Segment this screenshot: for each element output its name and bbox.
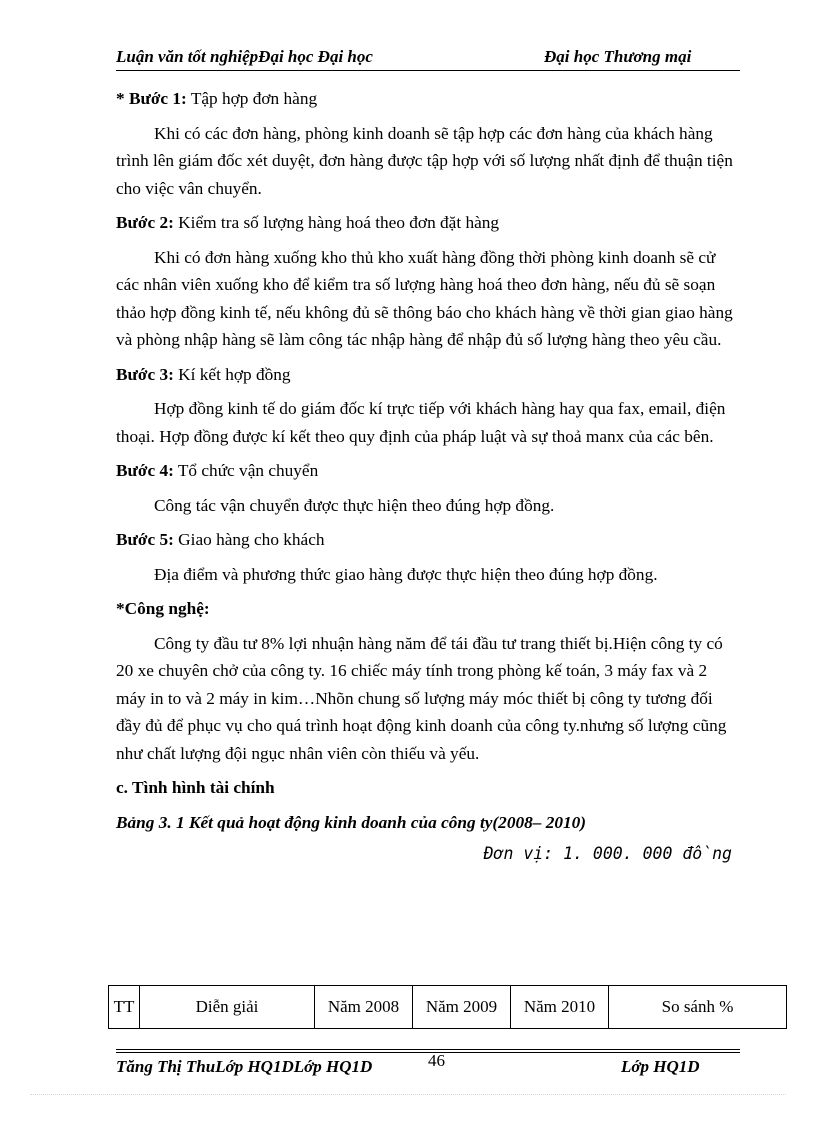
table-header-cell: Năm 2008 <box>315 986 413 1029</box>
page-footer <box>116 1049 740 1075</box>
table-header-cell: Năm 2009 <box>413 986 511 1029</box>
step5-paragraph: Địa điểm và phương thức giao hàng được thực hiện theo đúng hợp đồng. <box>154 564 658 584</box>
step3-heading <box>116 361 736 389</box>
document-body <box>116 85 736 868</box>
step1-title: Tập hợp đơn hàng <box>186 89 318 108</box>
footer-right-text: Lớp HQ1D <box>621 1057 700 1076</box>
step1-label: * Bước 1: <box>116 89 187 108</box>
step5-label: Bước 5: <box>116 530 174 549</box>
footer-rule-top <box>116 1049 740 1050</box>
page-number: 46 <box>428 1051 445 1070</box>
step1-heading <box>116 85 736 113</box>
finance-heading-text: c. Tình hình tài chính <box>116 778 275 797</box>
page-bottom-dotted-line <box>30 1094 786 1095</box>
step4-title: Tổ chức vận chuyển <box>173 461 319 480</box>
footer-left-text: Tăng Thị ThuLớp HQ1DLớp HQ1D <box>116 1057 373 1076</box>
header-left-text: Luận văn tốt nghiệpĐại học Đại học <box>116 47 373 66</box>
step3-title: Kí kết hợp đồng <box>173 364 291 384</box>
unit-label: Đơn vị: 1. 000. 000 đồng <box>483 844 732 863</box>
step4-paragraph: Công tác vận chuyển được thực hiện theo đúng hợp đồng. <box>154 495 555 515</box>
header-rule <box>116 70 740 71</box>
technology-paragraph: Công ty đầu tư 8% lợi nhuận hàng năm để tái đầu tư trang thiết bị.Hiện công ty có 20 xe chuyên chở của công ty. 16 chiếc máy tính trong phòng kế toán, 3 máy fax và 2 máy in to và 2 máy in kim…Nhõn chung số lượng máy móc thiết bị công ty tương đối đầy đủ để phục vụ cho quá trình hoạt động kinh doanh của công ty.nhưng số lượng cũng như chất lượng đội ngục nhân viên còn thiếu và yếu. <box>116 633 727 763</box>
step2-title: Kiểm tra số lượng hàng hoá theo đơn đặt hàng <box>173 213 500 232</box>
step1-paragraph: Khi có các đơn hàng, phòng kinh doanh sẽ tập hợp các đơn hàng của khách hàng trình lên giám đốc xét duyệt, đơn hàng được tập hợp với số lượng nhất định để thuận tiện cho việc vân chuyển. <box>116 123 733 198</box>
step5-heading <box>116 526 736 554</box>
step2-heading <box>116 209 736 237</box>
step4-heading <box>116 457 736 485</box>
technology-label: *Công nghệ: <box>116 599 210 618</box>
step3-paragraph: Hợp đồng kinh tế do giám đốc kí trực tiếp với khách hàng hay qua fax, email, điện thoại. Hợp đồng được kí kết theo quy định của pháp luật và sự thoả manx của các bên. <box>116 399 726 446</box>
business-results-table <box>108 985 787 1029</box>
table-title: Bảng 3. 1 Kết quả hoạt động kinh doanh của công ty(2008– 2010) <box>116 812 587 832</box>
step4-label: Bước 4: <box>116 461 174 480</box>
finance-heading <box>116 774 736 802</box>
technology-heading <box>116 595 736 623</box>
header-right-text: Đại học Thương mại <box>544 47 692 66</box>
table-header-cell: Năm 2010 <box>511 986 609 1029</box>
table-header-cell: So sánh % <box>609 986 787 1029</box>
step3-label: Bước 3: <box>116 364 174 384</box>
table-header-cell: TT <box>109 986 140 1029</box>
step2-paragraph: Khi có đơn hàng xuống kho thủ kho xuất hàng đồng thời phòng kinh doanh sẽ cử các nhân viên xuống kho để kiểm tra số lượng hàng hoá theo đơn hàng, nếu đủ sẽ soạn thảo hợp đồng kinh tế, nếu không đủ sẽ thông báo cho khách hàng về thời gian giao hàng và phòng nhập hàng sẽ làm công tác nhập hàng để nhập đủ số lượng hàng theo yêu cầu. <box>116 247 733 349</box>
page-header <box>116 44 740 70</box>
step2-label: Bước 2: <box>116 213 174 232</box>
table-header-row <box>109 986 787 1029</box>
table-header-cell: Diễn giải <box>140 986 315 1029</box>
step5-title: Giao hàng cho khách <box>173 530 325 549</box>
